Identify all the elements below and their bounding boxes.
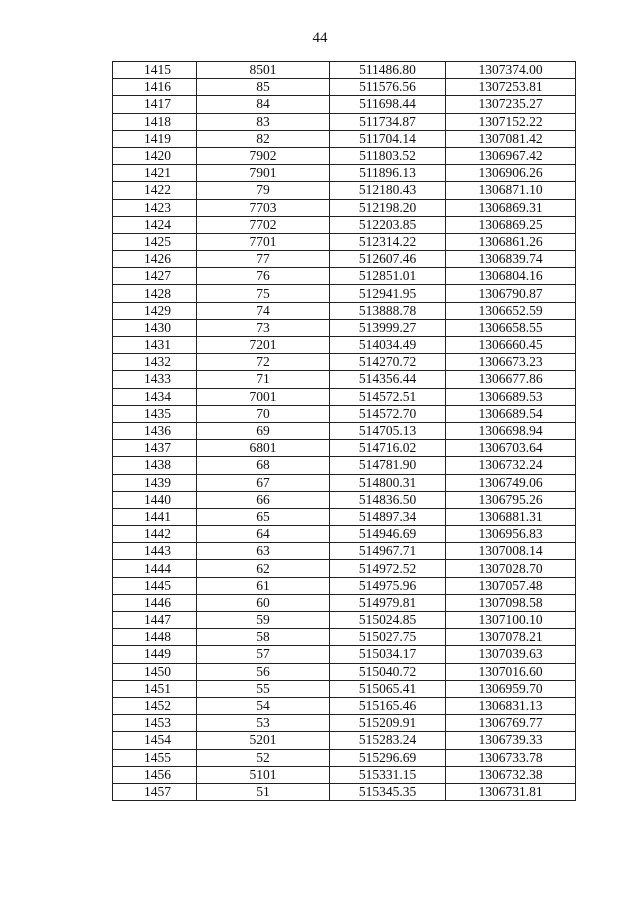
table-row bbox=[113, 233, 576, 250]
y-coordinate-cell: 1306689.53 bbox=[446, 388, 576, 405]
point-number-cell: 7201 bbox=[197, 337, 330, 354]
row-index-cell: 1440 bbox=[113, 491, 197, 508]
row-index-cell: 1444 bbox=[113, 560, 197, 577]
table-row bbox=[113, 165, 576, 182]
point-number-cell: 68 bbox=[197, 457, 330, 474]
point-number-cell: 84 bbox=[197, 96, 330, 113]
y-coordinate-cell: 1306869.25 bbox=[446, 216, 576, 233]
x-coordinate-cell: 512180.43 bbox=[330, 182, 446, 199]
row-index-cell: 1421 bbox=[113, 165, 197, 182]
point-number-cell: 67 bbox=[197, 474, 330, 491]
x-coordinate-cell: 511704.14 bbox=[330, 130, 446, 147]
y-coordinate-cell: 1307374.00 bbox=[446, 62, 576, 79]
table-row bbox=[113, 354, 576, 371]
y-coordinate-cell: 1306959.70 bbox=[446, 680, 576, 697]
point-number-cell: 76 bbox=[197, 268, 330, 285]
point-number-cell: 61 bbox=[197, 577, 330, 594]
table-row bbox=[113, 783, 576, 800]
point-number-cell: 75 bbox=[197, 285, 330, 302]
row-index-cell: 1438 bbox=[113, 457, 197, 474]
point-number-cell: 70 bbox=[197, 405, 330, 422]
y-coordinate-cell: 1307081.42 bbox=[446, 130, 576, 147]
table-row bbox=[113, 629, 576, 646]
point-number-cell: 7703 bbox=[197, 199, 330, 216]
x-coordinate-cell: 514972.52 bbox=[330, 560, 446, 577]
table-row bbox=[113, 96, 576, 113]
table-row bbox=[113, 508, 576, 525]
x-coordinate-cell: 514975.96 bbox=[330, 577, 446, 594]
y-coordinate-cell: 1306732.24 bbox=[446, 457, 576, 474]
row-index-cell: 1442 bbox=[113, 526, 197, 543]
x-coordinate-cell: 515034.17 bbox=[330, 646, 446, 663]
row-index-cell: 1445 bbox=[113, 577, 197, 594]
x-coordinate-cell: 514897.34 bbox=[330, 508, 446, 525]
row-index-cell: 1423 bbox=[113, 199, 197, 216]
y-coordinate-cell: 1307152.22 bbox=[446, 113, 576, 130]
row-index-cell: 1446 bbox=[113, 594, 197, 611]
y-coordinate-cell: 1306839.74 bbox=[446, 251, 576, 268]
row-index-cell: 1431 bbox=[113, 337, 197, 354]
x-coordinate-cell: 514781.90 bbox=[330, 457, 446, 474]
row-index-cell: 1449 bbox=[113, 646, 197, 663]
point-number-cell: 54 bbox=[197, 697, 330, 714]
y-coordinate-cell: 1306658.55 bbox=[446, 319, 576, 336]
x-coordinate-cell: 515209.91 bbox=[330, 715, 446, 732]
row-index-cell: 1432 bbox=[113, 354, 197, 371]
y-coordinate-cell: 1307078.21 bbox=[446, 629, 576, 646]
point-number-cell: 58 bbox=[197, 629, 330, 646]
row-index-cell: 1435 bbox=[113, 405, 197, 422]
table-row bbox=[113, 371, 576, 388]
row-index-cell: 1427 bbox=[113, 268, 197, 285]
point-number-cell: 82 bbox=[197, 130, 330, 147]
point-number-cell: 7902 bbox=[197, 147, 330, 164]
row-index-cell: 1428 bbox=[113, 285, 197, 302]
y-coordinate-cell: 1306698.94 bbox=[446, 422, 576, 439]
point-number-cell: 71 bbox=[197, 371, 330, 388]
row-index-cell: 1418 bbox=[113, 113, 197, 130]
point-number-cell: 77 bbox=[197, 251, 330, 268]
table-row bbox=[113, 663, 576, 680]
table-row bbox=[113, 646, 576, 663]
y-coordinate-cell: 1306956.83 bbox=[446, 526, 576, 543]
row-index-cell: 1454 bbox=[113, 732, 197, 749]
row-index-cell: 1439 bbox=[113, 474, 197, 491]
table-row bbox=[113, 749, 576, 766]
table-row bbox=[113, 388, 576, 405]
y-coordinate-cell: 1306732.38 bbox=[446, 766, 576, 783]
point-number-cell: 59 bbox=[197, 612, 330, 629]
y-coordinate-cell: 1307039.63 bbox=[446, 646, 576, 663]
y-coordinate-cell: 1306731.81 bbox=[446, 783, 576, 800]
table-row bbox=[113, 732, 576, 749]
row-index-cell: 1429 bbox=[113, 302, 197, 319]
point-number-cell: 57 bbox=[197, 646, 330, 663]
y-coordinate-cell: 1306831.13 bbox=[446, 697, 576, 714]
y-coordinate-cell: 1306673.23 bbox=[446, 354, 576, 371]
table-row bbox=[113, 766, 576, 783]
table-row bbox=[113, 79, 576, 96]
x-coordinate-cell: 511486.80 bbox=[330, 62, 446, 79]
y-coordinate-cell: 1306769.77 bbox=[446, 715, 576, 732]
y-coordinate-cell: 1306703.64 bbox=[446, 440, 576, 457]
x-coordinate-cell: 511803.52 bbox=[330, 147, 446, 164]
x-coordinate-cell: 514034.49 bbox=[330, 337, 446, 354]
table-row bbox=[113, 199, 576, 216]
y-coordinate-cell: 1306861.26 bbox=[446, 233, 576, 250]
row-index-cell: 1455 bbox=[113, 749, 197, 766]
table-row bbox=[113, 319, 576, 336]
point-number-cell: 55 bbox=[197, 680, 330, 697]
x-coordinate-cell: 514800.31 bbox=[330, 474, 446, 491]
table-row bbox=[113, 526, 576, 543]
row-index-cell: 1448 bbox=[113, 629, 197, 646]
point-number-cell: 64 bbox=[197, 526, 330, 543]
table-row bbox=[113, 560, 576, 577]
y-coordinate-cell: 1307028.70 bbox=[446, 560, 576, 577]
y-coordinate-cell: 1306739.33 bbox=[446, 732, 576, 749]
table-row bbox=[113, 577, 576, 594]
table-row bbox=[113, 457, 576, 474]
row-index-cell: 1415 bbox=[113, 62, 197, 79]
y-coordinate-cell: 1306906.26 bbox=[446, 165, 576, 182]
x-coordinate-cell: 511576.56 bbox=[330, 79, 446, 96]
page-number: 44 bbox=[312, 30, 328, 46]
table-row bbox=[113, 543, 576, 560]
table-row bbox=[113, 715, 576, 732]
point-number-cell: 66 bbox=[197, 491, 330, 508]
x-coordinate-cell: 514356.44 bbox=[330, 371, 446, 388]
table-row bbox=[113, 62, 576, 79]
table-row bbox=[113, 594, 576, 611]
x-coordinate-cell: 514946.69 bbox=[330, 526, 446, 543]
x-coordinate-cell: 511698.44 bbox=[330, 96, 446, 113]
y-coordinate-cell: 1306871.10 bbox=[446, 182, 576, 199]
x-coordinate-cell: 515296.69 bbox=[330, 749, 446, 766]
point-number-cell: 69 bbox=[197, 422, 330, 439]
coordinates-table bbox=[112, 61, 576, 801]
row-index-cell: 1425 bbox=[113, 233, 197, 250]
row-index-cell: 1433 bbox=[113, 371, 197, 388]
x-coordinate-cell: 514705.13 bbox=[330, 422, 446, 439]
row-index-cell: 1452 bbox=[113, 697, 197, 714]
x-coordinate-cell: 512941.95 bbox=[330, 285, 446, 302]
y-coordinate-cell: 1307008.14 bbox=[446, 543, 576, 560]
x-coordinate-cell: 515165.46 bbox=[330, 697, 446, 714]
y-coordinate-cell: 1306804.16 bbox=[446, 268, 576, 285]
point-number-cell: 79 bbox=[197, 182, 330, 199]
x-coordinate-cell: 511896.13 bbox=[330, 165, 446, 182]
y-coordinate-cell: 1306881.31 bbox=[446, 508, 576, 525]
x-coordinate-cell: 512203.85 bbox=[330, 216, 446, 233]
row-index-cell: 1416 bbox=[113, 79, 197, 96]
row-index-cell: 1426 bbox=[113, 251, 197, 268]
y-coordinate-cell: 1307253.81 bbox=[446, 79, 576, 96]
table-row bbox=[113, 612, 576, 629]
point-number-cell: 63 bbox=[197, 543, 330, 560]
point-number-cell: 83 bbox=[197, 113, 330, 130]
table-row bbox=[113, 302, 576, 319]
table-row bbox=[113, 130, 576, 147]
y-coordinate-cell: 1307098.58 bbox=[446, 594, 576, 611]
x-coordinate-cell: 513888.78 bbox=[330, 302, 446, 319]
row-index-cell: 1456 bbox=[113, 766, 197, 783]
y-coordinate-cell: 1306749.06 bbox=[446, 474, 576, 491]
x-coordinate-cell: 512198.20 bbox=[330, 199, 446, 216]
point-number-cell: 5101 bbox=[197, 766, 330, 783]
row-index-cell: 1443 bbox=[113, 543, 197, 560]
row-index-cell: 1420 bbox=[113, 147, 197, 164]
y-coordinate-cell: 1306660.45 bbox=[446, 337, 576, 354]
x-coordinate-cell: 513999.27 bbox=[330, 319, 446, 336]
table-row bbox=[113, 182, 576, 199]
table-row bbox=[113, 680, 576, 697]
table-row bbox=[113, 216, 576, 233]
y-coordinate-cell: 1306795.26 bbox=[446, 491, 576, 508]
y-coordinate-cell: 1306869.31 bbox=[446, 199, 576, 216]
y-coordinate-cell: 1306677.86 bbox=[446, 371, 576, 388]
table-row bbox=[113, 268, 576, 285]
point-number-cell: 56 bbox=[197, 663, 330, 680]
table-row bbox=[113, 405, 576, 422]
x-coordinate-cell: 514572.70 bbox=[330, 405, 446, 422]
x-coordinate-cell: 512314.22 bbox=[330, 233, 446, 250]
y-coordinate-cell: 1306790.87 bbox=[446, 285, 576, 302]
row-index-cell: 1430 bbox=[113, 319, 197, 336]
table-row bbox=[113, 422, 576, 439]
row-index-cell: 1457 bbox=[113, 783, 197, 800]
x-coordinate-cell: 514716.02 bbox=[330, 440, 446, 457]
x-coordinate-cell: 515027.75 bbox=[330, 629, 446, 646]
point-number-cell: 6801 bbox=[197, 440, 330, 457]
row-index-cell: 1434 bbox=[113, 388, 197, 405]
table-row bbox=[113, 491, 576, 508]
y-coordinate-cell: 1306967.42 bbox=[446, 147, 576, 164]
point-number-cell: 65 bbox=[197, 508, 330, 525]
point-number-cell: 7001 bbox=[197, 388, 330, 405]
table-row bbox=[113, 474, 576, 491]
point-number-cell: 73 bbox=[197, 319, 330, 336]
x-coordinate-cell: 515283.24 bbox=[330, 732, 446, 749]
x-coordinate-cell: 515065.41 bbox=[330, 680, 446, 697]
row-index-cell: 1424 bbox=[113, 216, 197, 233]
x-coordinate-cell: 515024.85 bbox=[330, 612, 446, 629]
row-index-cell: 1450 bbox=[113, 663, 197, 680]
point-number-cell: 52 bbox=[197, 749, 330, 766]
point-number-cell: 53 bbox=[197, 715, 330, 732]
x-coordinate-cell: 515331.15 bbox=[330, 766, 446, 783]
x-coordinate-cell: 512607.46 bbox=[330, 251, 446, 268]
table-row bbox=[113, 113, 576, 130]
table-row bbox=[113, 147, 576, 164]
table-row bbox=[113, 337, 576, 354]
point-number-cell: 72 bbox=[197, 354, 330, 371]
point-number-cell: 74 bbox=[197, 302, 330, 319]
y-coordinate-cell: 1306733.78 bbox=[446, 749, 576, 766]
table-row bbox=[113, 440, 576, 457]
point-number-cell: 85 bbox=[197, 79, 330, 96]
x-coordinate-cell: 514967.71 bbox=[330, 543, 446, 560]
x-coordinate-cell: 515345.35 bbox=[330, 783, 446, 800]
row-index-cell: 1447 bbox=[113, 612, 197, 629]
row-index-cell: 1417 bbox=[113, 96, 197, 113]
row-index-cell: 1437 bbox=[113, 440, 197, 457]
x-coordinate-cell: 514270.72 bbox=[330, 354, 446, 371]
point-number-cell: 62 bbox=[197, 560, 330, 577]
row-index-cell: 1453 bbox=[113, 715, 197, 732]
point-number-cell: 7901 bbox=[197, 165, 330, 182]
row-index-cell: 1419 bbox=[113, 130, 197, 147]
x-coordinate-cell: 512851.01 bbox=[330, 268, 446, 285]
point-number-cell: 7701 bbox=[197, 233, 330, 250]
coordinates-table-body bbox=[113, 62, 576, 801]
y-coordinate-cell: 1307057.48 bbox=[446, 577, 576, 594]
y-coordinate-cell: 1307016.60 bbox=[446, 663, 576, 680]
x-coordinate-cell: 514836.50 bbox=[330, 491, 446, 508]
row-index-cell: 1451 bbox=[113, 680, 197, 697]
x-coordinate-cell: 514979.81 bbox=[330, 594, 446, 611]
row-index-cell: 1422 bbox=[113, 182, 197, 199]
table-row bbox=[113, 285, 576, 302]
row-index-cell: 1436 bbox=[113, 422, 197, 439]
table-row bbox=[113, 251, 576, 268]
x-coordinate-cell: 511734.87 bbox=[330, 113, 446, 130]
row-index-cell: 1441 bbox=[113, 508, 197, 525]
y-coordinate-cell: 1306689.54 bbox=[446, 405, 576, 422]
x-coordinate-cell: 514572.51 bbox=[330, 388, 446, 405]
x-coordinate-cell: 515040.72 bbox=[330, 663, 446, 680]
y-coordinate-cell: 1307100.10 bbox=[446, 612, 576, 629]
point-number-cell: 5201 bbox=[197, 732, 330, 749]
point-number-cell: 8501 bbox=[197, 62, 330, 79]
y-coordinate-cell: 1306652.59 bbox=[446, 302, 576, 319]
table-row bbox=[113, 697, 576, 714]
point-number-cell: 51 bbox=[197, 783, 330, 800]
point-number-cell: 60 bbox=[197, 594, 330, 611]
y-coordinate-cell: 1307235.27 bbox=[446, 96, 576, 113]
point-number-cell: 7702 bbox=[197, 216, 330, 233]
